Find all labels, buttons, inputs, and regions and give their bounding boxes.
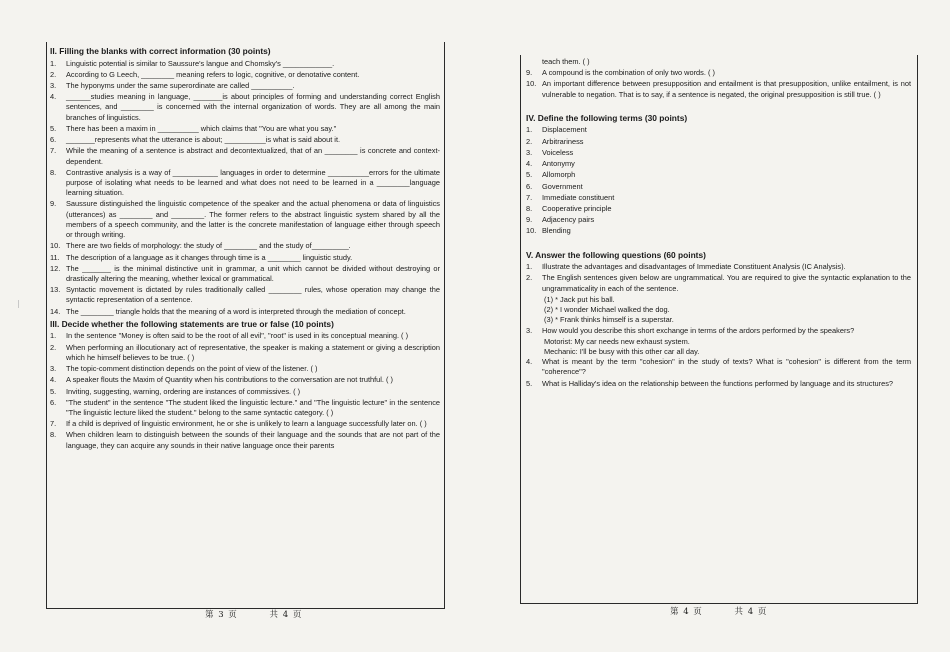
item-text: The _______ is the minimal distinctive unit in grammar, a unit which cannot be divided without destroying or drastically altering the meaning, whether lexical or grammatical. <box>66 263 440 283</box>
item-text: Inviting, suggesting, warning, ordering are instances of commissives. ( ) <box>66 386 301 396</box>
question-item: 5. What is Halliday's idea on the relationship between the functions performed by language and its structures? <box>526 378 894 388</box>
item-number: 2. <box>50 69 57 79</box>
item-number: 4. <box>50 92 57 102</box>
list-item <box>50 59 440 69</box>
exam-page-4 <box>522 55 915 390</box>
item-text: An important difference between presupposition and entailment is that presupposition, unlike entailment, is not vulnerable to negation. That is to say, if a sentence is negated, the original presupposition is still true. ( ) <box>542 79 911 99</box>
item-number: 1. <box>526 125 533 135</box>
list-item <box>50 253 440 263</box>
page-number-right <box>670 605 795 617</box>
list-item <box>50 331 440 341</box>
list-item <box>50 364 440 374</box>
list-item <box>50 430 440 450</box>
item-text: Cooperative principle <box>542 204 612 213</box>
item-number: 4. <box>50 375 57 385</box>
list-item <box>50 398 440 418</box>
list-item <box>50 307 440 317</box>
item-text: Adjacency pairs <box>542 215 595 225</box>
question-item: 2. The English sentences given below are ungrammatical. You are required to give the syntactic explanation to the ungrammaticality in each of the sentence. <box>526 273 911 293</box>
list-item <box>526 137 911 147</box>
page-total: 共 4 页 <box>269 610 303 620</box>
item-number: 2. <box>526 136 533 146</box>
list-item <box>50 199 440 240</box>
item-number: 1. <box>50 331 57 341</box>
list-item <box>50 343 440 363</box>
section-3-continued-list <box>526 57 911 100</box>
list-item <box>526 57 911 67</box>
item-text: _______represents what the utterance is about; __________is what is said about it. <box>66 135 341 145</box>
item-number: 1. <box>50 58 57 68</box>
item-text: ______studies meaning in language, _______is about principles of forming and understanding correct English sentences, and ________ is concerned with the internal organization of words. They are all among the main branches of linguistics. <box>66 92 440 122</box>
list-item <box>50 168 440 199</box>
item-number: 14. <box>50 306 61 316</box>
item-text: Immediate constituent <box>542 192 615 202</box>
item-text: There has been a maxim in __________ which claims that "You are what you say." <box>66 123 337 133</box>
item-number <box>526 57 542 67</box>
item-text: Linguistic potential is similar to Saussure's langue and Chomsky's ____________. <box>66 58 335 68</box>
item-text: While the meaning of a sentence is abstract and decontextualized, that of an ________ is concrete and context-dependent. <box>66 146 440 166</box>
list-item <box>50 241 440 251</box>
item-number: 6. <box>50 135 57 145</box>
item-text: Arbitrariness <box>542 136 584 146</box>
dialogue-line: Motorist: My car needs new exhaust system. <box>544 336 690 346</box>
list-item <box>50 135 440 145</box>
question-item: 4. What is meant by the term "cohesion" in the study of texts? What is "cohesion" is different from the term "coherence"? <box>526 357 911 377</box>
item-number: 8. <box>50 167 57 177</box>
section-2-list <box>50 59 440 317</box>
question-item: 3. How would you describe this short exchange in terms of the ardors performed by the speakers? <box>526 325 855 335</box>
item-text: The ________ triangle holds that the meaning of a word is interpreted through the mediation of concept. <box>66 306 406 316</box>
section-2-title: II. Filling the blanks with correct information (30 points) <box>50 46 271 56</box>
item-number: 10. <box>526 226 537 236</box>
list-item <box>50 375 440 385</box>
section-4-title: IV. Define the following terms (30 points) <box>526 112 688 123</box>
exam-page-3 <box>46 42 444 452</box>
list-item <box>526 215 911 225</box>
item-number: 8. <box>50 430 57 440</box>
list-item <box>526 125 911 135</box>
item-text: Voiceless <box>542 147 574 157</box>
list-item <box>526 148 911 158</box>
list-item <box>50 285 440 305</box>
list-item <box>526 170 911 180</box>
item-text: Contrastive analysis is a way of ___________ languages in order to determine __________errors for the ultimate purpose of isolating what needs to be learned and what does not need to be learned in a ________language learning situation. <box>66 167 440 198</box>
item-number: 10. <box>526 79 537 89</box>
section-4-list <box>526 125 911 236</box>
item-text: There are two fields of morphology: the study of ________ and the study of_________. <box>66 241 351 251</box>
page-total: 共 4 页 <box>734 607 768 617</box>
item-number: 9. <box>526 68 533 78</box>
item-text: The topic-comment distinction depends on the point of view of the listener. ( ) <box>66 364 318 374</box>
section-3-title: III. Decide whether the following statements are true or false (10 points) <box>50 318 334 329</box>
item-number: 4. <box>526 159 533 169</box>
item-text: When children learn to distinguish between the sounds of their language and the sounds that are not part of the language, they can acquire any sounds in their native language once their parents <box>66 430 440 450</box>
page-number-left <box>205 608 330 620</box>
sub-item: (2) * I wonder Michael walked the dog. <box>544 305 670 315</box>
item-text: In the sentence "Money is often said to be the root of all evil", "root" is used in its conceptual meaning. ( ) <box>66 331 409 341</box>
list-item <box>50 146 440 166</box>
list-item <box>50 124 440 134</box>
item-text: Allomorph <box>542 170 576 180</box>
item-number: 7. <box>526 192 533 202</box>
item-text: If a child is deprived of linguistic environment, he or she is unlikely to learn a language successfully later on. ( ) <box>66 419 427 429</box>
item-number: 10. <box>50 241 61 251</box>
item-number: 5. <box>526 170 533 180</box>
item-number: 5. <box>50 123 57 133</box>
sub-item: (1) * Jack put his ball. <box>544 294 615 304</box>
item-text: "The student" in the sentence "The student liked the linguistic lecture." and "The linguistic lecture" in the sentence "The linguistic lecture liked the student." belong to the same syntactic category. ( ) <box>66 397 440 417</box>
list-item <box>526 68 911 78</box>
item-text: Antonymy <box>542 159 575 169</box>
list-item <box>50 387 440 397</box>
item-number: 12. <box>50 263 61 273</box>
item-text: Syntactic movement is dictated by rules traditionally called ________ rules, whose operation may change the syntactic representation of a sentence. <box>66 285 440 305</box>
list-item <box>526 204 911 214</box>
item-text: According to G Leech, ________ meaning refers to logic, cognitive, or denotative content. <box>66 69 360 79</box>
item-number: 7. <box>50 146 57 156</box>
item-number: 3. <box>50 81 57 91</box>
item-text: When performing an illocutionary act of representative, the speaker is making a statement or giving a description which he himself believes to be true. ( ) <box>66 342 440 362</box>
section-5-title: V. Answer the following questions (60 points) <box>526 249 706 260</box>
list-item <box>50 264 440 284</box>
item-number: 6. <box>526 181 533 191</box>
item-text: Displacement <box>542 125 587 135</box>
item-number: 8. <box>526 204 533 213</box>
item-text: The hyponyms under the same superordinate are called __________. <box>66 81 295 91</box>
scan-artifact <box>18 300 19 308</box>
item-text: Saussure distinguished the linguistic competence of the speaker and the actual phenomena or data of linguistics (utterances) as ________ and ________. The former refers to the abstract linguistic system shared by all the members of a speech community, and the latter is the concrete manifestation of language either through speech or through writing. <box>66 199 440 240</box>
item-number: 7. <box>50 419 57 429</box>
item-number: 2. <box>50 342 57 352</box>
question-item: 1. Illustrate the advantages and disadvantages of Immediate Constituent Analysis (IC Analysis). <box>526 262 846 272</box>
item-text: Government <box>542 181 583 191</box>
page-number: 第 4 页 <box>670 607 703 617</box>
item-number: 9. <box>50 199 57 209</box>
item-text: A compound is the combination of only two words. ( ) <box>542 68 715 78</box>
item-text: A speaker flouts the Maxim of Quantity when his contributions to the conversation are not truthful. ( ) <box>66 375 393 385</box>
item-number: 5. <box>50 386 57 396</box>
list-item <box>526 182 911 192</box>
list-item <box>50 70 440 80</box>
list-item <box>50 419 440 429</box>
dialogue-line: Mechanic: I'll be busy with this other car all day. <box>544 347 700 356</box>
item-text: teach them. ( ) <box>542 57 590 66</box>
sub-item: (3) * Frank thinks himself is a superstar. <box>544 315 674 325</box>
item-text: Blending <box>542 226 571 236</box>
item-number: 3. <box>526 147 533 157</box>
item-number: 13. <box>50 285 61 295</box>
item-number: 11. <box>50 252 60 262</box>
item-text: The description of a language as it changes through time is a ________ linguistic study. <box>66 252 353 262</box>
item-number: 9. <box>526 215 533 225</box>
list-item <box>526 193 911 203</box>
item-number: 3. <box>50 364 57 374</box>
item-number: 6. <box>50 397 57 407</box>
list-item <box>50 92 440 123</box>
list-item <box>526 79 911 99</box>
section-3-list <box>50 331 440 450</box>
list-item <box>526 226 911 236</box>
list-item <box>526 159 911 169</box>
list-item <box>50 81 440 91</box>
page-number: 第 3 页 <box>205 610 238 620</box>
